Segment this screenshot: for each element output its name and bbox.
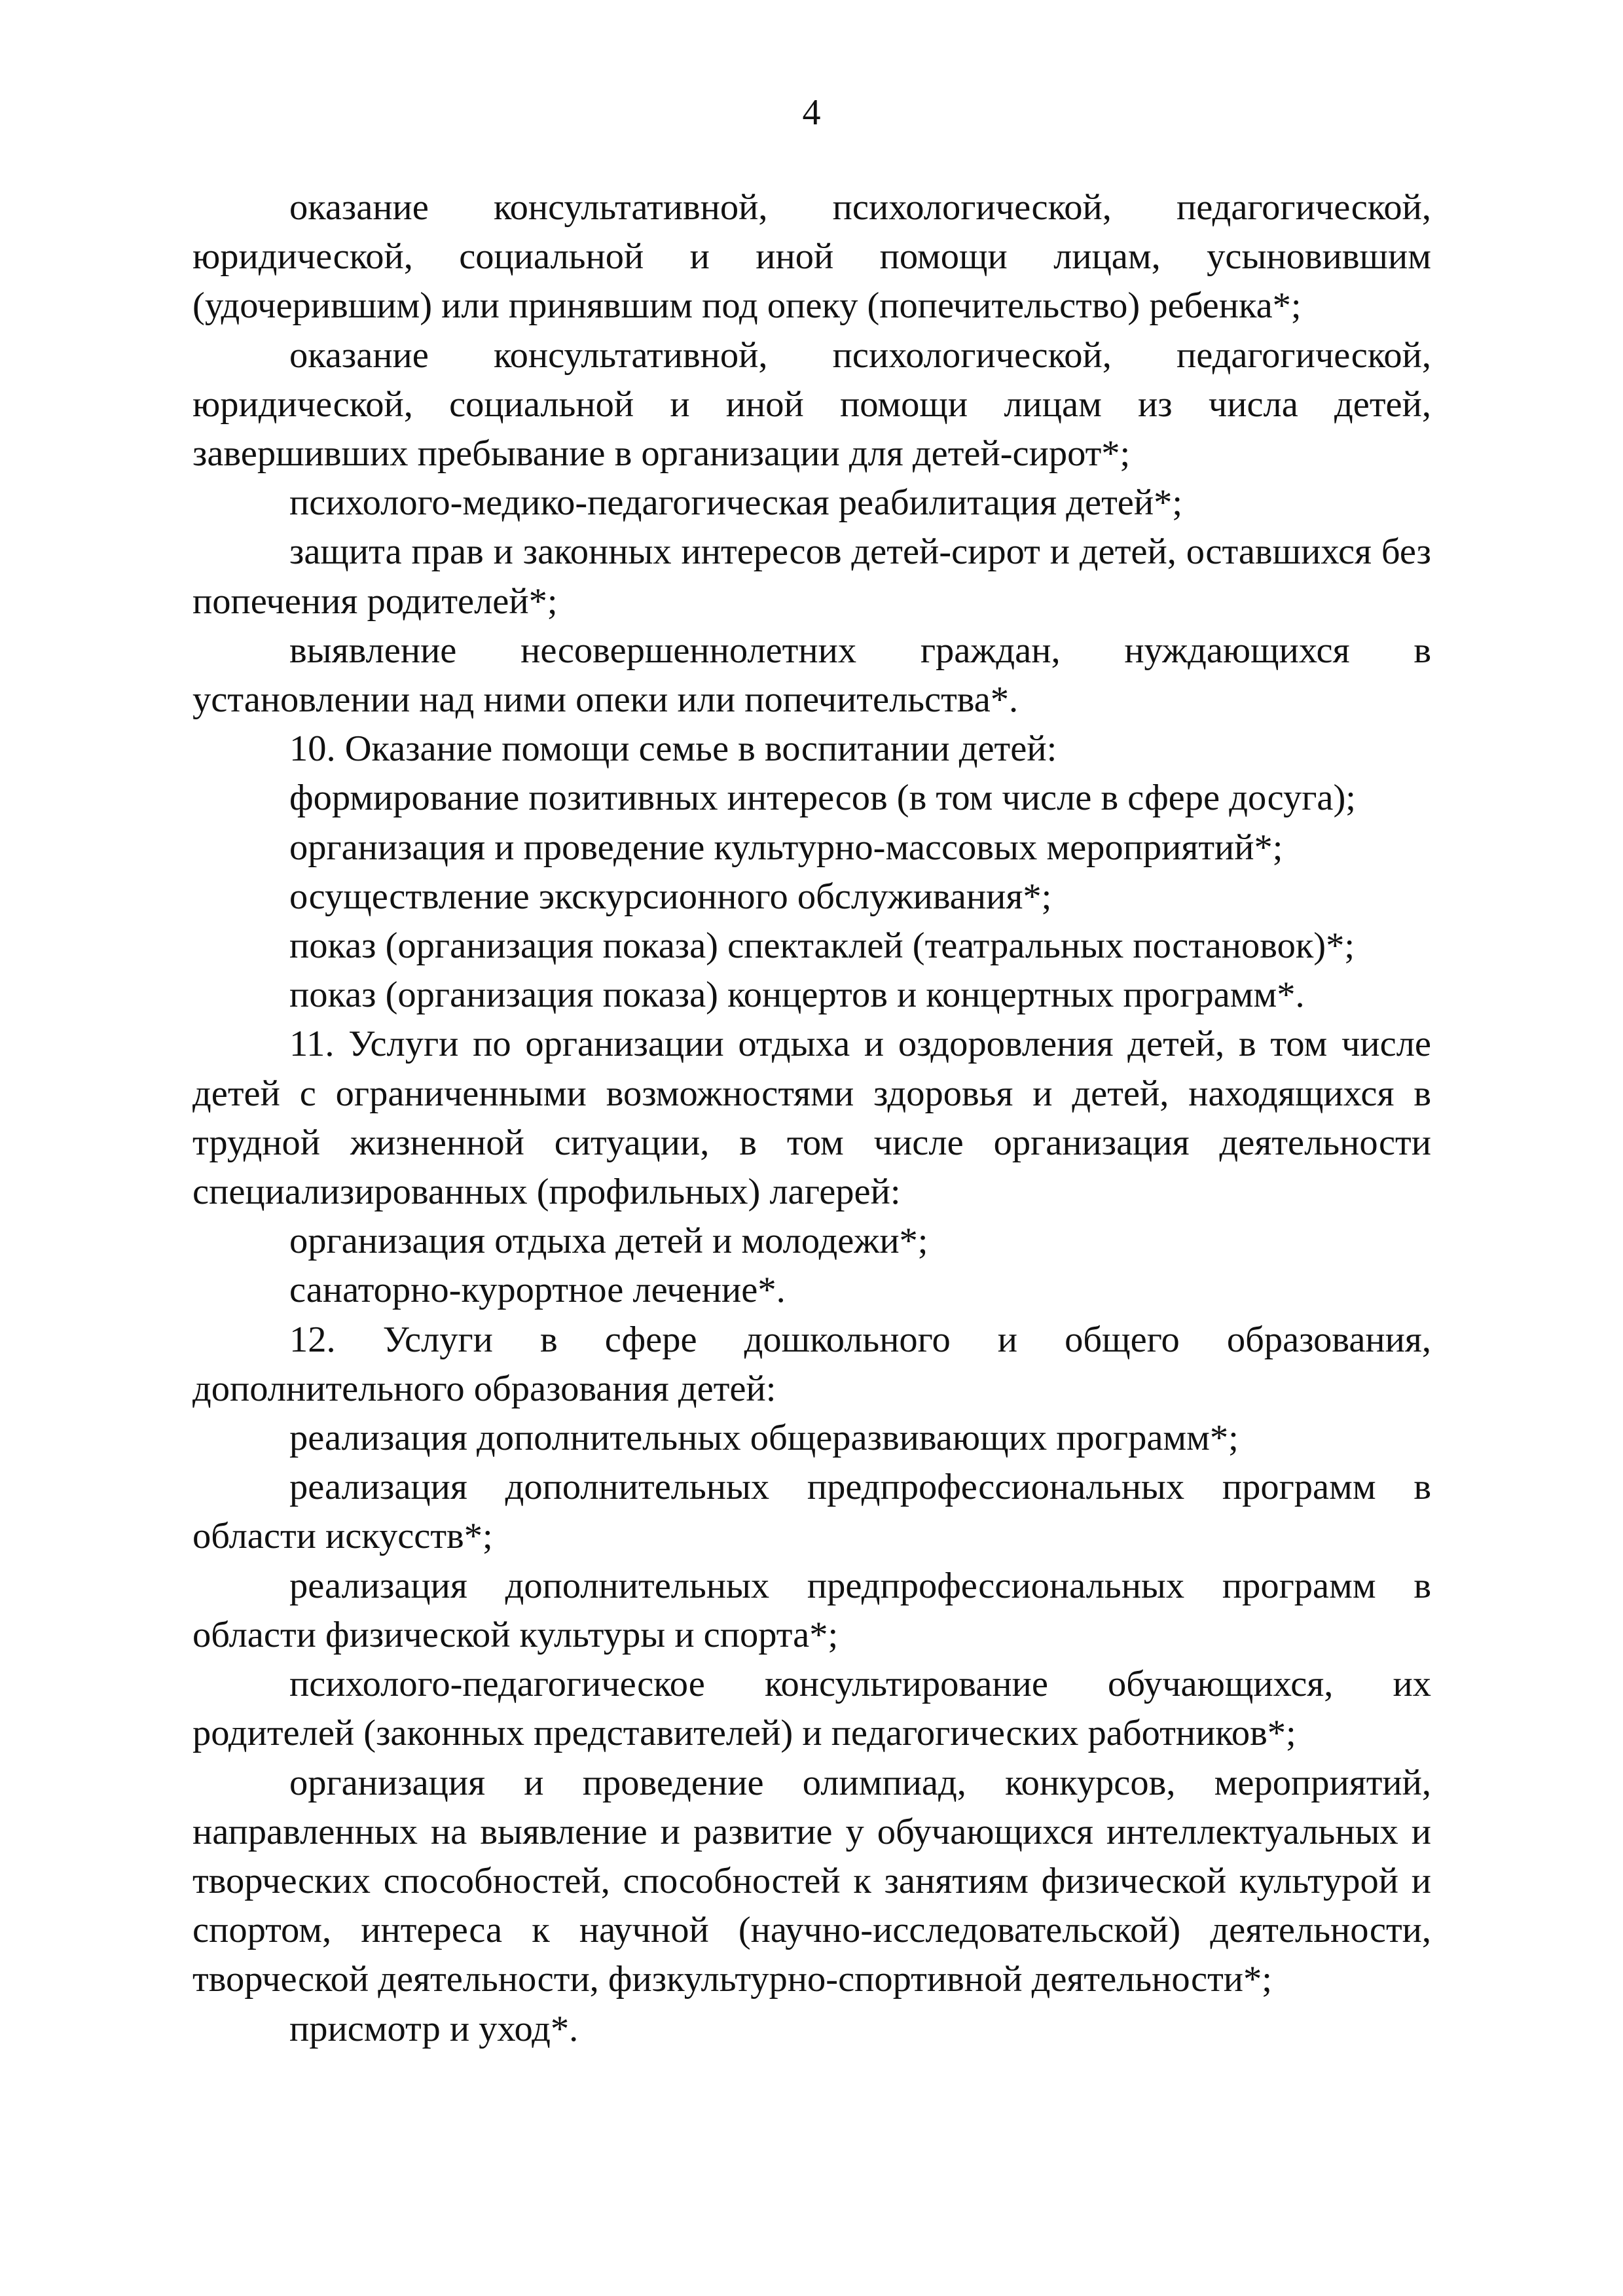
paragraph: психолого-педагогическое консультирование обучающихся, их родителей (законных представителей) и педагогических работников*;: [192, 1664, 1431, 1754]
section-heading-11: 11. Услуги по организации отдыха и оздоровления детей, в том числе детей с ограниченными возможностями здоровья и детей, находящихся в трудной жизненной ситуации, в том числе организация деятельности специализированных (профильных) лагерей:: [192, 1024, 1431, 1213]
document-body: [192, 183, 1431, 2054]
paragraph: реализация дополнительных предпрофессиональных программ в области искусств*;: [192, 1467, 1431, 1557]
page-number: 4: [802, 92, 821, 133]
paragraph: выявление несовершеннолетних граждан, нуждающихся в установлении над ними опеки или попечительства*.: [192, 630, 1431, 721]
paragraph: организация и проведение культурно-массовых мероприятий*;: [289, 827, 1283, 868]
paragraph: реализация дополнительных предпрофессиональных программ в области физической культуры и спорта*;: [192, 1565, 1431, 1655]
paragraph: организация отдыха детей и молодежи*;: [289, 1221, 928, 1262]
paragraph: защита прав и законных интересов детей-сирот и детей, оставшихся без попечения родителей*;: [192, 531, 1431, 622]
paragraph: организация и проведение олимпиад, конкурсов, мероприятий, направленных на выявление и развитие у обучающихся интеллектуальных и творческих способностей, способностей к занятиям физической культурой и спортом, интереса к научной (научно-исследовательской) деятельности, творческой деятельности, физкультурно-спортивной деятельности*;: [192, 1762, 1431, 2000]
paragraph: показ (организация показа) спектаклей (театральных постановок)*;: [289, 925, 1355, 967]
paragraph: показ (организация показа) концертов и концертных программ*.: [289, 975, 1305, 1016]
paragraph: присмотр и уход*.: [289, 2008, 579, 2049]
paragraph: осуществление экскурсионного обслуживания*;: [289, 876, 1052, 917]
section-heading-10: 10. Оказание помощи семье в воспитании детей:: [289, 728, 1057, 770]
paragraph: оказание консультативной, психологической, педагогической, юридической, социальной и иной помощи лицам из числа детей, завершивших пребывание в организации для детей-сирот*;: [192, 334, 1431, 475]
section-heading-12: 12. Услуги в сфере дошкольного и общего образования, дополнительного образования детей:: [192, 1319, 1431, 1409]
paragraph: оказание консультативной, психологической, педагогической, юридической, социальной и иной помощи лицам, усыновившим (удочерившим) или принявшим под опеку (попечительство) ребенка*;: [192, 187, 1431, 327]
paragraph: реализация дополнительных общеразвивающих программ*;: [289, 1418, 1239, 1459]
paragraph: психолого-медико-педагогическая реабилитация детей*;: [289, 482, 1183, 524]
paragraph: санаторно-курортное лечение*.: [289, 1270, 786, 1311]
paragraph: формирование позитивных интересов (в том числе в сфере досуга);: [289, 778, 1356, 819]
